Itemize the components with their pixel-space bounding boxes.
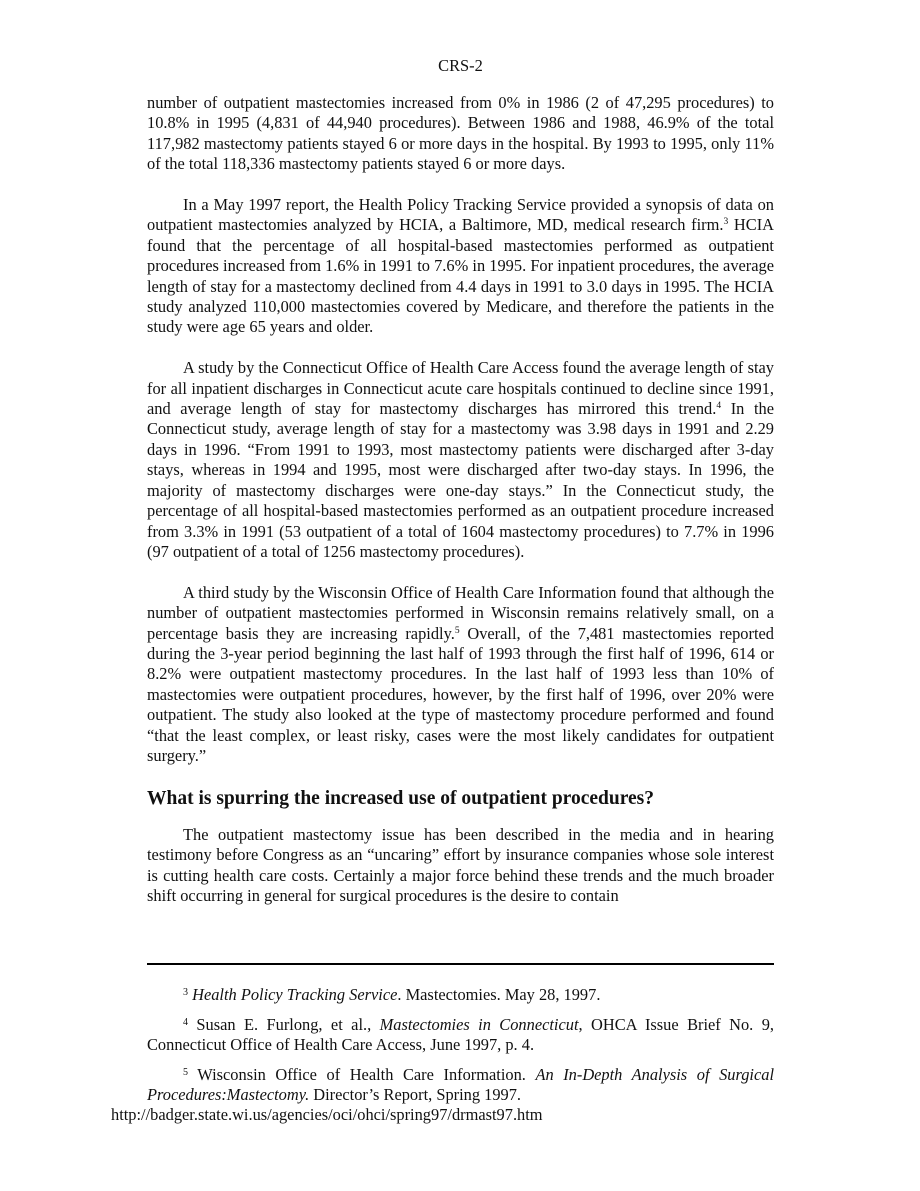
paragraph-4-text-b: Overall, of the 7,481 mastectomies reported during the 3-year period beginning the last half of 1993 through the first half of 1996, 614 or 8.2% were outpatient mastectomy procedures. In the last half of 1993 less than 10% of mastectomies were outpatient procedures, however, by the first half of 1996, over 20% were outpatient. The study also looked at the type of mastectomy procedure performed and found “that the least complex, or least risky, cases were the most likely candidates for outpatient surgery.” — [147, 623, 774, 765]
paragraph-3 — [147, 358, 774, 562]
footnote-ref-5[interactable]: 5 — [454, 625, 460, 636]
paragraph-2-text-b: HCIA found that the percentage of all hospital-based mastectomies performed as outpatient procedures increased from 1.6% in 1991 to 7.6% in 1995. For inpatient procedures, the average length of stay for a mastectomy declined from 4.4 days in 1991 to 3.0 days in 1995. The HCIA study analyzed 110,000 mastectomies covered by Medicare, and therefore the patients in the study were age 65 years and older. — [147, 215, 774, 337]
footnote-number: 4 — [183, 1017, 188, 1028]
footnote-text: . Mastectomies. May 28, 1997. — [397, 985, 601, 1004]
footnote-url-link[interactable]: http://badger.state.wi.us/agencies/oci/ohci/spring97/drmast97.htm — [111, 1105, 543, 1124]
page-header: CRS-2 — [438, 56, 483, 75]
footnote-ref-4[interactable]: 4 — [716, 401, 722, 412]
footnotes — [111, 983, 774, 1133]
paragraph-3-text-b: In the Connecticut study, average length of stay for a mastectomy was 3.98 days in 1991 and 2.29 days in 1996. “From 1991 to 1993, most mastectomy patients were discharged after 3-day stays, whereas in 1994 and 1995, most were discharged after two-day stays. In 1996, the majority of mastectomy discharges were one-day stays.” In the Connecticut study, the percentage of all hospital-based mastectomies performed as an outpatient procedure increased from 3.3% in 1991 (53 outpatient of a total of 1604 mastectomy procedures) to 7.7% in 1996 (97 outpatient of a total of 1256 mastectomy procedures). — [147, 399, 774, 561]
paragraph-4 — [147, 583, 774, 767]
footnote-5 — [111, 1063, 774, 1125]
paragraph-1: number of outpatient mastectomies increased from 0% in 1986 (2 of 47,295 procedures) to 10.8% in 1995 (4,831 of 44,940 procedures). Between 1986 and 1988, 46.9% of the total 117,982 mastectomy patients stayed 6 or more days in the hospital. By 1993 to 1995, only 11% of the total 118,336 mastectomy patients stayed 6 or more days. — [147, 93, 774, 174]
footnote-title: An In-Depth Analysis of Surgical Procedures:Mastectomy. — [147, 1065, 774, 1104]
footnote-title: Health Policy Tracking Service — [192, 985, 398, 1004]
footnote-text: Wisconsin Office of Health Care Information. — [197, 1065, 536, 1084]
footnote-text: Susan E. Furlong, et al., — [196, 1015, 380, 1034]
footnote-number: 5 — [183, 1067, 188, 1078]
footnote-number: 3 — [183, 987, 188, 998]
footnote-divider — [147, 963, 774, 965]
footnote-3 — [147, 983, 774, 1005]
paragraph-2 — [147, 195, 774, 338]
paragraph-4-text-a: A third study by the Wisconsin Office of Health Care Information found that although the number of outpatient mastectomies performed in Wisconsin remains relatively small, on a percentage basis they are increasing rapidly. — [147, 582, 774, 643]
section-heading: What is spurring the increased use of outpatient procedures? — [147, 787, 655, 809]
paragraph-5: The outpatient mastectomy issue has been described in the media and in hearing testimony before Congress as an “uncaring” effort by insurance companies whose sole interest is cutting health care costs. Certainly a major force behind these trends and the much broader shift occurring in general for surgical procedures is the desire to contain — [147, 824, 774, 905]
footnote-4 — [147, 1013, 774, 1055]
footnote-text: Director’s Report, Spring 1997. — [309, 1085, 522, 1104]
footnote-text: , OHCA Issue Brief No. 9, Connecticut Office of Health Care Access, June 1997, p. 4. — [147, 1015, 774, 1054]
footnote-title: Mastectomies in Connecticut — [379, 1015, 579, 1034]
paragraph-3-text-a: A study by the Connecticut Office of Health Care Access found the average length of stay for all inpatient discharges in Connecticut acute care hospitals continued to decline since 1991, and average length of stay for mastectomy discharges has mirrored this trend. — [147, 358, 774, 419]
body-text — [147, 93, 774, 927]
footnote-ref-3[interactable]: 3 — [723, 217, 729, 228]
paragraph-2-text-a: In a May 1997 report, the Health Policy Tracking Service provided a synopsis of data on outpatient mastectomies analyzed by HCIA, a Baltimore, MD, medical research firm. — [147, 195, 774, 235]
